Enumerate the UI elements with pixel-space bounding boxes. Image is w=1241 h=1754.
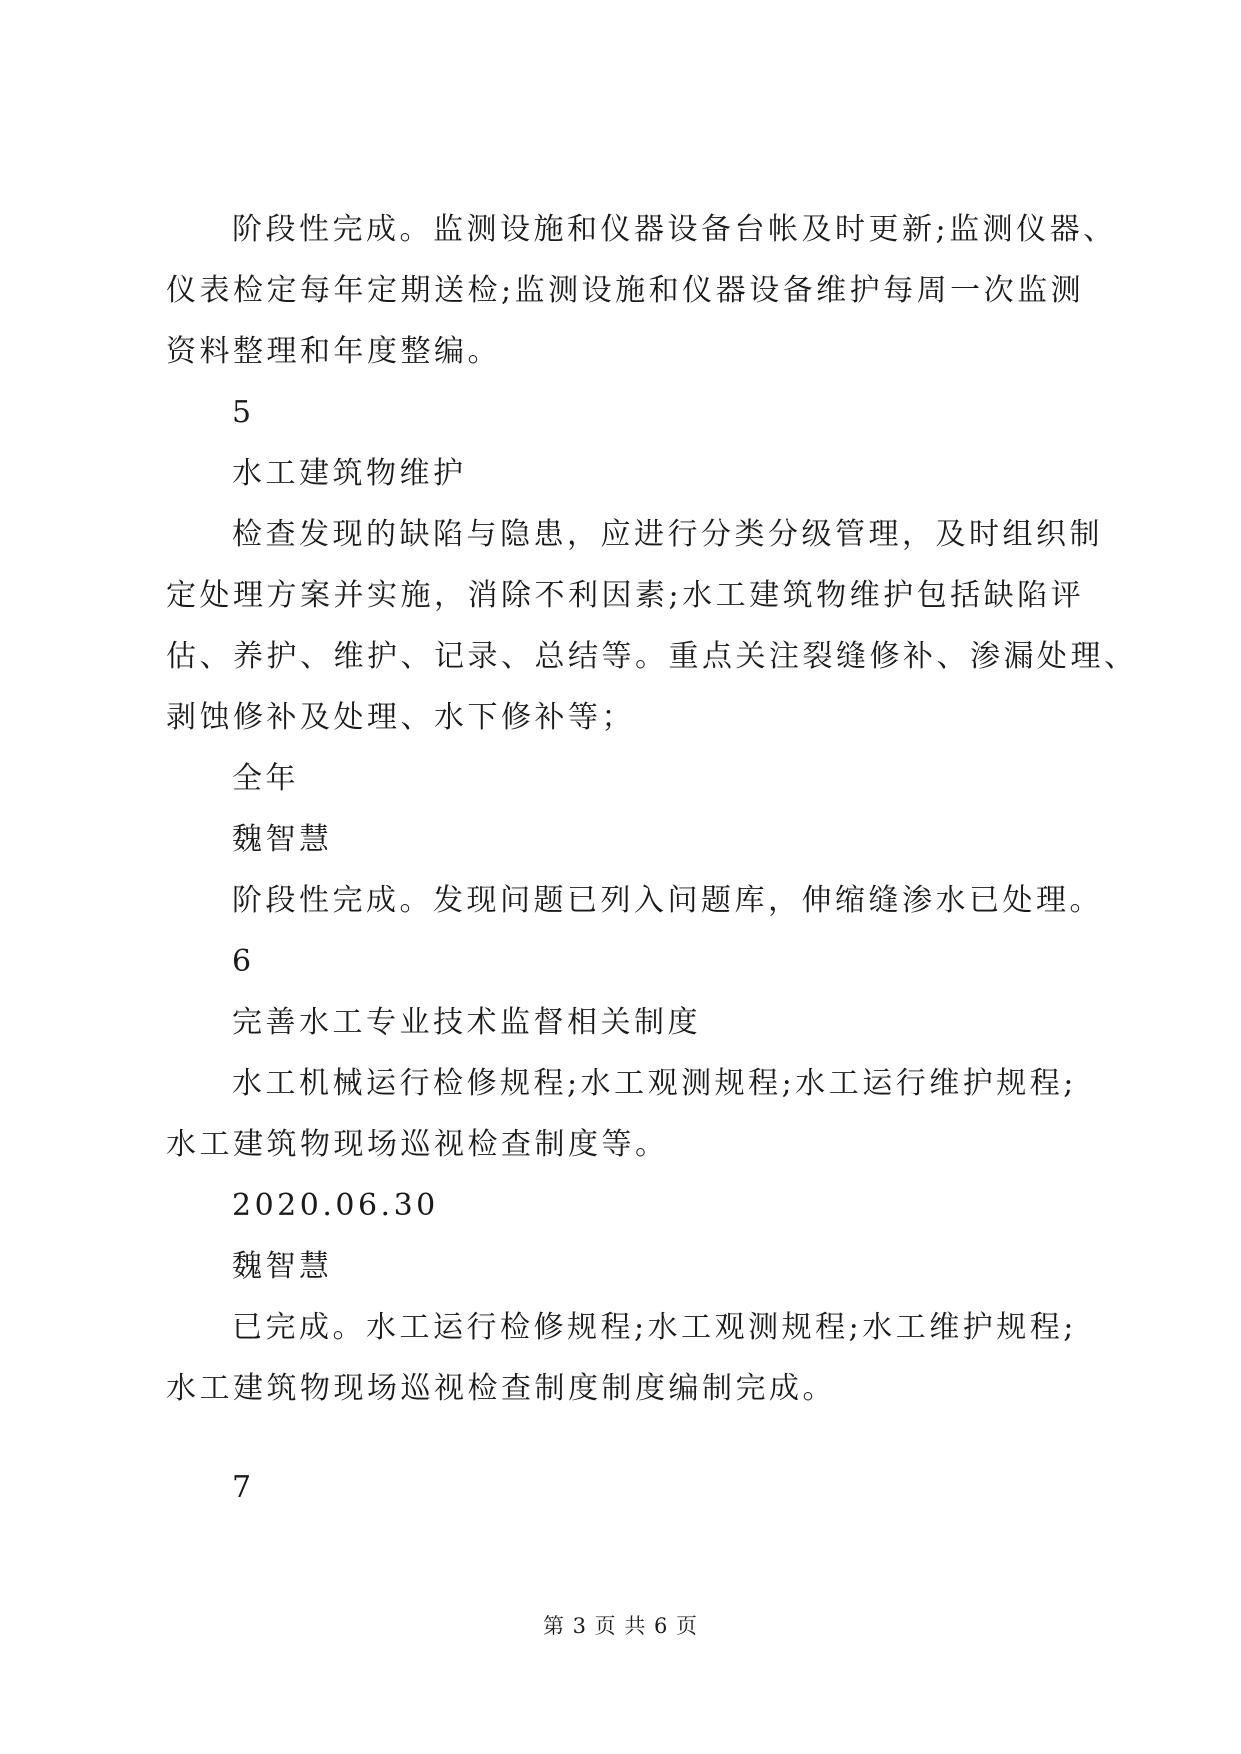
item-number: 6	[232, 944, 255, 979]
text-line: 剥蚀修补及处理、水下修补等；	[166, 700, 635, 735]
text-line: 定处理方案并实施，消除不利因素;水工建筑物维护包括缺陷评	[166, 578, 1085, 613]
text-line: 水工建筑物现场巡视检查制度制度编制完成。	[166, 1371, 836, 1406]
item-status: 已完成。水工运行检修规程;水工观测规程;水工维护规程;	[232, 1310, 1077, 1345]
text-line: 仪表检定每年定期送检;监测设施和仪器设备维护每周一次监测	[166, 273, 1085, 308]
page-footer: 第 3 页 共 6 页	[542, 1614, 699, 1638]
text-line: 水工机械运行检修规程;水工观测规程;水工运行维护规程;	[232, 1066, 1077, 1101]
item-deadline: 2020.06.30	[232, 1188, 439, 1223]
item-responsible: 魏智慧	[232, 1249, 333, 1284]
item-title: 完善水工专业技术监督相关制度	[232, 1005, 701, 1040]
item-title: 水工建筑物维护	[232, 456, 467, 491]
item-number: 7	[232, 1470, 255, 1505]
item-deadline: 全年	[232, 761, 299, 796]
text-line: 水工建筑物现场巡视检查制度等。	[166, 1127, 669, 1162]
text-line: 估、养护、维护、记录、总结等。重点关注裂缝修补、渗漏处理、	[166, 639, 1138, 674]
item-status: 阶段性完成。发现问题已列入问题库，伸缩缝渗水已处理。	[232, 883, 1103, 918]
item-number: 5	[232, 395, 255, 430]
text-line: 检查发现的缺陷与隐患，应进行分类分级管理，及时组织制	[232, 517, 1103, 552]
text-line: 资料整理和年度整编。	[166, 334, 501, 369]
text-line: 阶段性完成。监测设施和仪器设备台帐及时更新;监测仪器、	[232, 212, 1117, 247]
item-responsible: 魏智慧	[232, 822, 333, 857]
